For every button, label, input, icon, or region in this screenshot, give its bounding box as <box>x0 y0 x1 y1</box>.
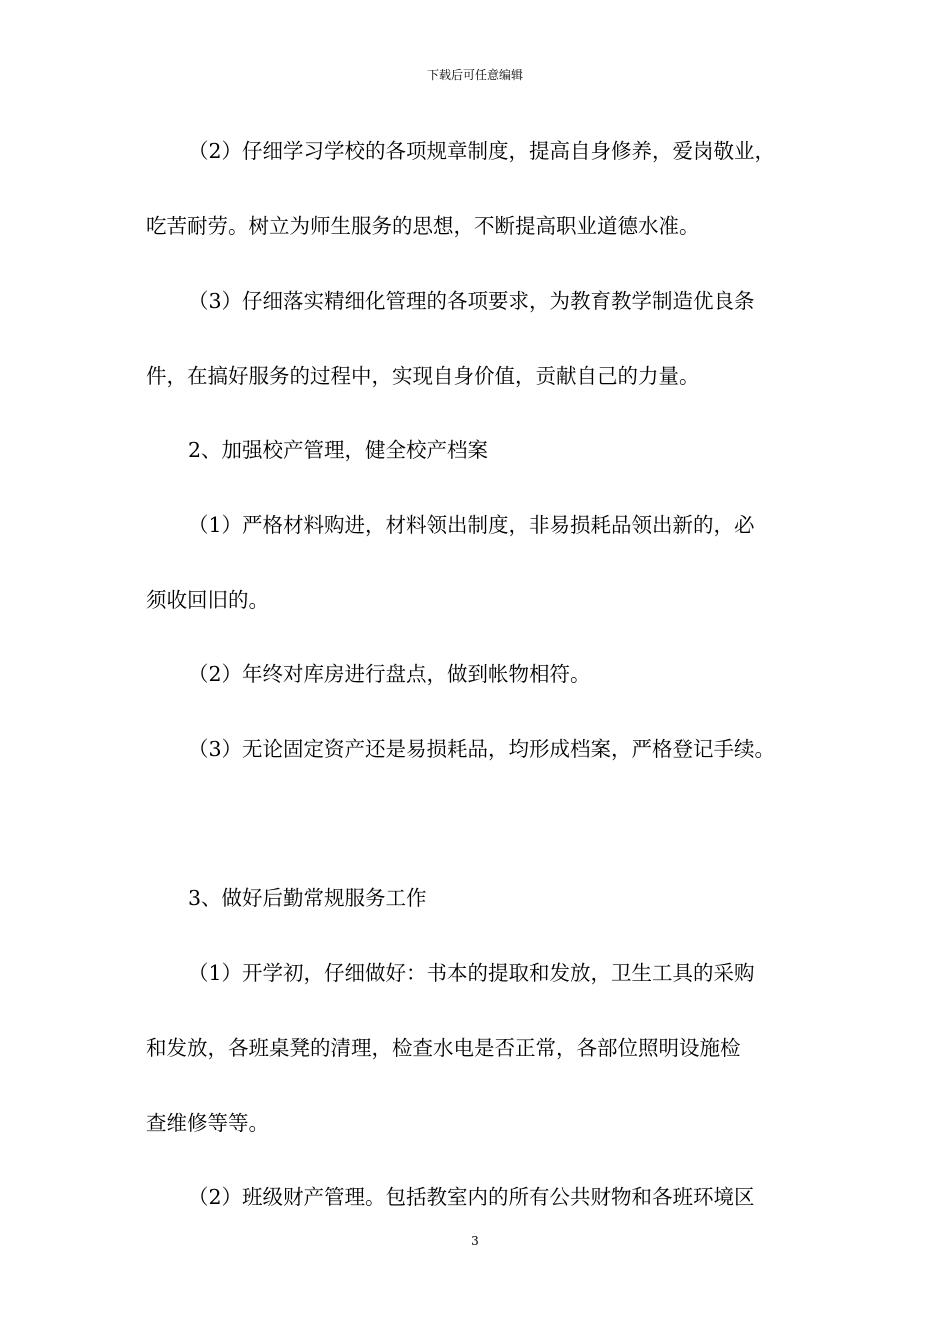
paragraph-line: 吃苦耐劳。树立为师生服务的思想，不断提高职业道德水准。 <box>146 214 700 238</box>
section-heading: 3、做好后勤常规服务工作 <box>188 886 427 910</box>
paragraph-line: 件，在搞好服务的过程中，实现自身价值，贡献自己的力量。 <box>146 364 700 388</box>
paragraph-line: 查维修等等。 <box>146 1111 269 1135</box>
paragraph-line: 和发放，各班桌凳的清理，检查水电是否正常，各部位照明设施检 <box>146 1036 741 1060</box>
section-heading: 2、加强校产管理，健全校产档案 <box>188 438 489 462</box>
page-number: 3 <box>471 1234 479 1248</box>
paragraph-line: （3）无论固定资产还是易损耗品，均形成档案，严格登记手续。 <box>188 737 776 761</box>
paragraph-line: （2）仔细学习学校的各项规章制度，提高自身修养，爱岗敬业， <box>188 139 776 163</box>
paragraph-line: （3）仔细落实精细化管理的各项要求，为教育教学制造优良条 <box>188 289 755 313</box>
paragraph-line: （2）年终对库房进行盘点，做到帐物相符。 <box>188 662 591 686</box>
paragraph-line: （1）开学初，仔细做好：书本的提取和发放，卫生工具的采购 <box>188 961 755 985</box>
paragraph-line: （2）班级财产管理。包括教室内的所有公共财物和各班环境区 <box>188 1185 755 1209</box>
paragraph-line: （1）严格材料购进，材料领出制度，非易损耗品领出新的，必 <box>188 513 755 537</box>
paragraph-line: 须收回旧的。 <box>146 588 269 612</box>
page-header: 下载后可任意编辑 <box>426 68 523 82</box>
